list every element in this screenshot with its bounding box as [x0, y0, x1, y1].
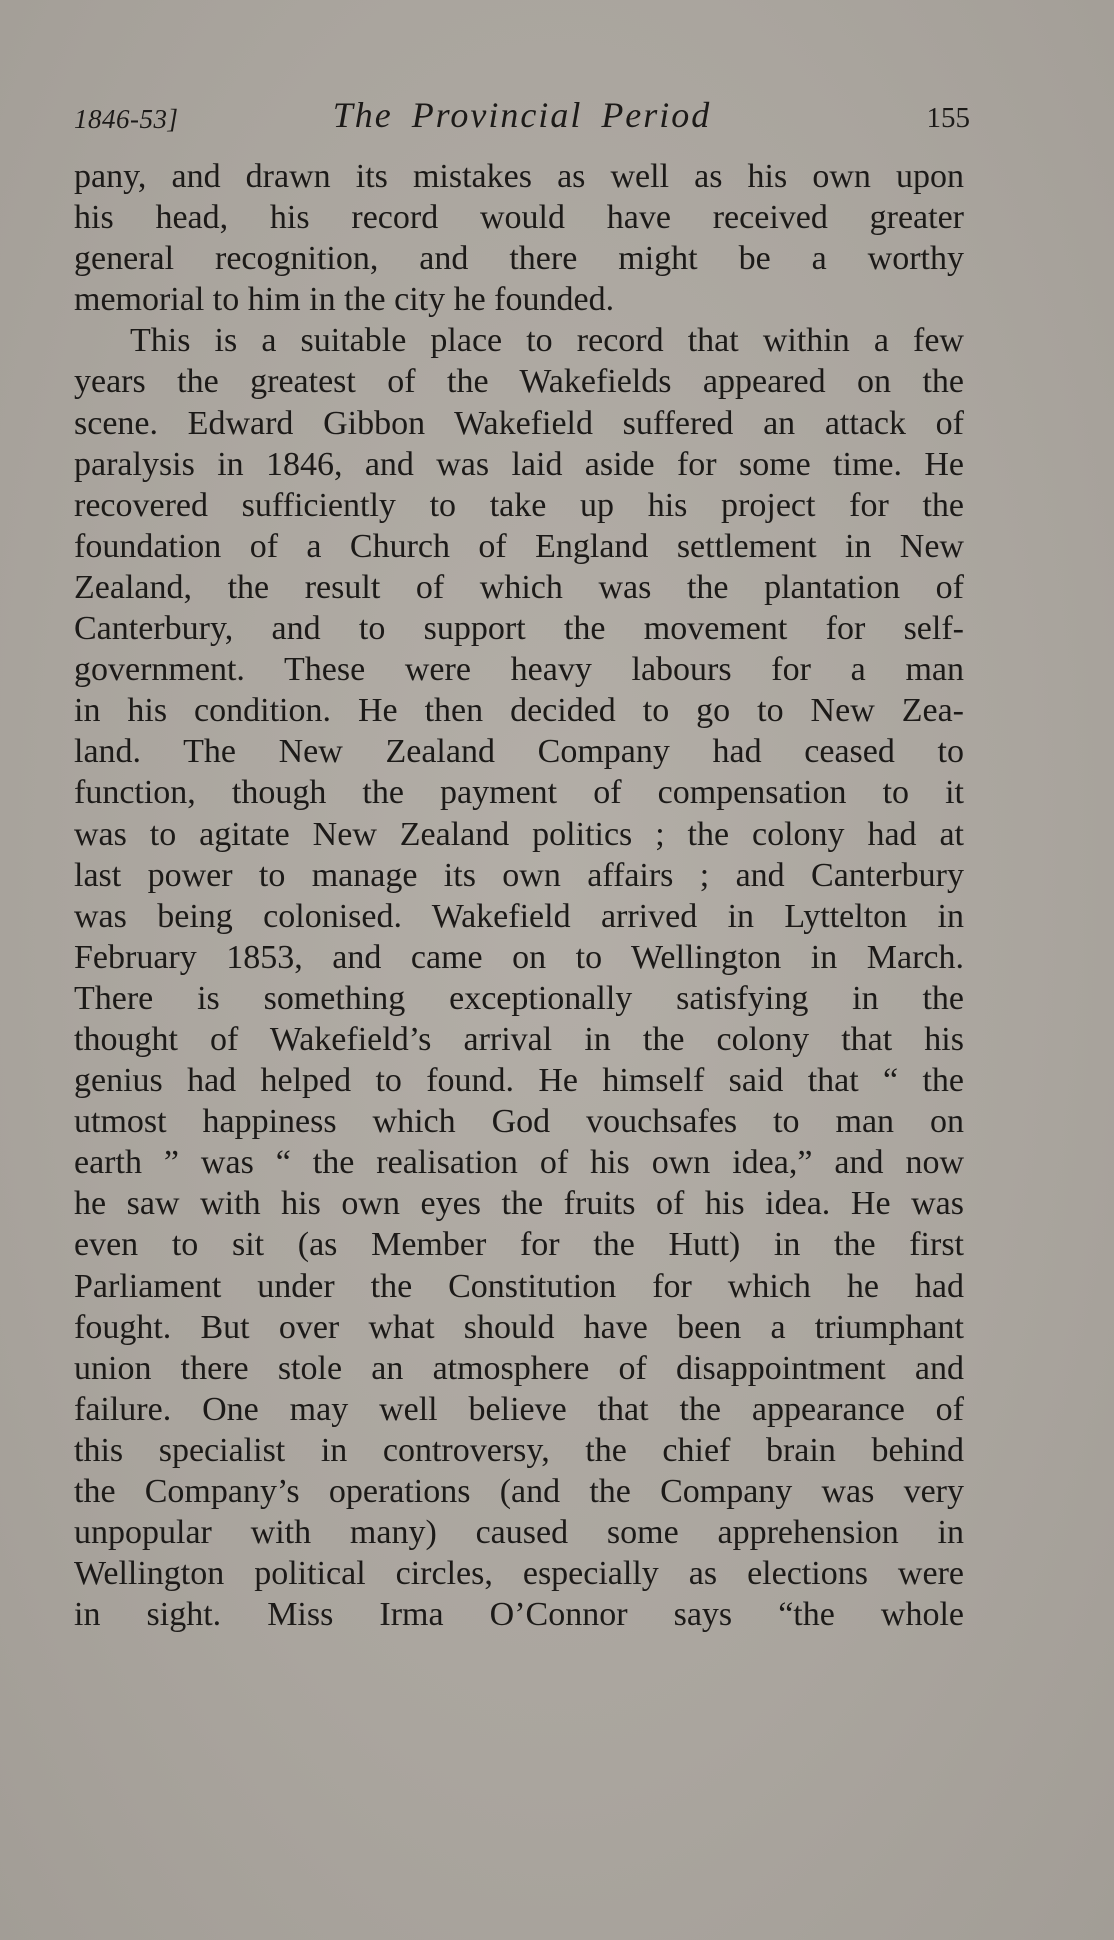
text-line: unpopular with many) caused some apprehension in: [74, 1514, 964, 1552]
text-line: earth ” was “ the realisation of his own idea,” and now: [74, 1144, 964, 1182]
text-line: was being colonised. Wakefield arrived in Lyttelton in: [74, 897, 964, 935]
text-line: Zealand, the result of which was the plantation of: [74, 568, 964, 606]
text-line: failure. One may well believe that the appearance of: [74, 1390, 964, 1428]
text-line: Wellington political circles, especially as elections were: [74, 1555, 964, 1593]
page-number: 155: [926, 102, 970, 134]
text-line: in his condition. He then decided to go to New Zea-: [74, 692, 964, 730]
text-line: pany, and drawn its mistakes as well as his own upon: [74, 158, 964, 195]
text-line: Parliament under the Constitution for which he had: [74, 1267, 964, 1305]
text-line: the Company’s operations (and the Company was very: [74, 1473, 964, 1510]
text-line: function, though the payment of compensation to it: [74, 774, 964, 812]
text-line: this specialist in controversy, the chief brain behind: [74, 1431, 964, 1469]
text-line: his head, his record would have received greater: [74, 199, 964, 237]
text-line: years the greatest of the Wakefields appeared on the: [74, 363, 964, 401]
text-line: scene. Edward Gibbon Wakefield suffered an attack of: [74, 404, 964, 442]
text-line: general recognition, and there might be a worthy: [74, 240, 964, 278]
text-line: memorial to him in the city he founded.: [74, 281, 615, 319]
running-head-chapter-title: The Provincial Period: [332, 95, 712, 135]
text-line: February 1853, and came on to Wellington in March.: [74, 938, 964, 976]
text-line: thought of Wakefield’s arrival in the colony that his: [74, 1020, 964, 1058]
text-line: recovered sufficiently to take up his project for the: [74, 486, 964, 524]
text-line: last power to manage its own affairs ; and Canterbury: [74, 856, 964, 894]
text-line: utmost happiness which God vouchsafes to man on: [74, 1103, 964, 1141]
body-text: [74, 156, 964, 1635]
text-line: fought. But over what should have been a triumphant: [74, 1308, 964, 1346]
text-line: union there stole an atmosphere of disappointment and: [74, 1349, 964, 1387]
text-line: foundation of a Church of England settlement in New: [74, 527, 964, 565]
text-line: was to agitate New Zealand politics ; the colony had at: [74, 815, 964, 853]
text-line: paralysis in 1846, and was laid aside for some time. He: [74, 445, 964, 483]
running-head: [74, 94, 970, 142]
text-line: Canterbury, and to support the movement for self-: [74, 610, 964, 648]
text-line: This is a suitable place to record that within a few: [130, 322, 964, 360]
text-line: government. These were heavy labours for a man: [74, 651, 964, 689]
text-line: in sight. Miss Irma O’Connor says “the whole: [74, 1596, 964, 1634]
text-line: even to sit (as Member for the Hutt) in the first: [74, 1226, 964, 1264]
running-head-date-range: 1846-53]: [74, 104, 179, 134]
text-line: land. The New Zealand Company had ceased to: [74, 733, 964, 771]
text-line: There is something exceptionally satisfying in the: [74, 979, 964, 1017]
text-line: he saw with his own eyes the fruits of his idea. He was: [74, 1185, 964, 1223]
text-line: genius had helped to found. He himself said that “ the: [74, 1062, 964, 1100]
